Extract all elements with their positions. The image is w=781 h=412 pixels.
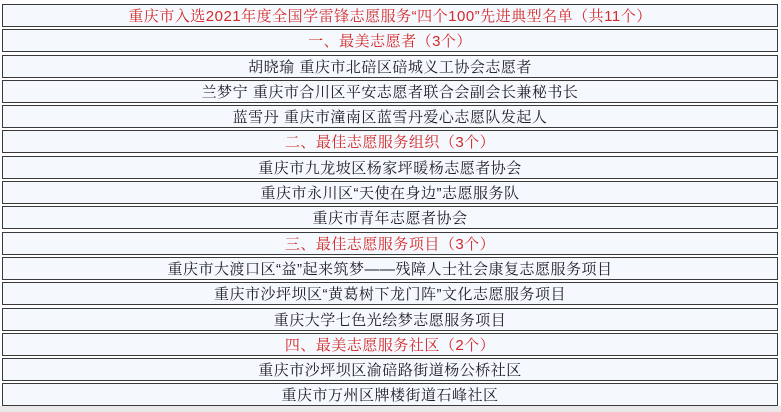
table-section-row: 二、最佳志愿服务组织（3个） <box>2 130 778 153</box>
table-row: 重庆市沙坪坝区渝碚路街道杨公桥社区 <box>2 358 778 381</box>
table-row: 重庆大学七色光绘梦志愿服务项目 <box>2 308 778 331</box>
table-title-row: 重庆市入选2021年度全国学雷锋志愿服务“四个100”先进典型名单（共11个） <box>2 4 778 27</box>
table-section-row: 四、最美志愿服务社区（2个） <box>2 333 778 356</box>
table-row: 重庆市永川区“天使在身边”志愿服务队 <box>2 181 778 204</box>
table-section-row: 一、最美志愿者（3个） <box>2 29 778 52</box>
table-section-row: 三、最佳志愿服务项目（3个） <box>2 232 778 255</box>
table-row: 蓝雪丹 重庆市潼南区蓝雪丹爱心志愿队发起人 <box>2 105 778 128</box>
table-row: 重庆市沙坪坝区“黄葛树下龙门阵”文化志愿服务项目 <box>2 282 778 305</box>
table-row: 重庆市青年志愿者协会 <box>2 206 778 229</box>
table-row: 兰梦宁 重庆市合川区平安志愿者联合会副会长兼秘书长 <box>2 80 778 103</box>
bottom-edge-strip <box>0 406 781 412</box>
table-row: 重庆市九龙坡区杨家坪暖杨志愿者协会 <box>2 156 778 179</box>
table-row: 胡晓瑜 重庆市北碚区碚城义工协会志愿者 <box>2 55 778 78</box>
table-row: 重庆市万州区牌楼街道石峰社区 <box>2 383 778 406</box>
table-row: 重庆市大渡口区“益”起来筑梦——残障人士社会康复志愿服务项目 <box>2 257 778 280</box>
